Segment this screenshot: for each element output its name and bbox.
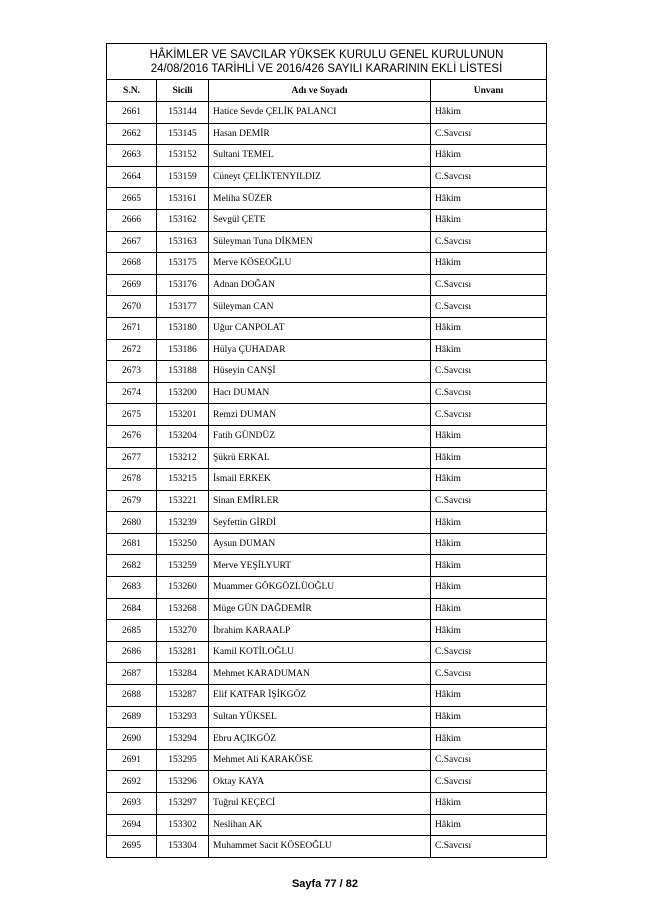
row-name: Merve KÖSEOĞLU bbox=[209, 253, 431, 275]
column-header-sicil: Sicili bbox=[157, 80, 209, 102]
row-sicil: 153239 bbox=[157, 512, 209, 534]
title-line-1: HÂKİMLER VE SAVCILAR YÜKSEK KURULU GENEL KURULUNUN bbox=[149, 48, 504, 61]
row-unvan: C.Savcısı bbox=[431, 123, 547, 145]
table-row bbox=[107, 620, 547, 642]
row-name: Sinan EMİRLER bbox=[209, 490, 431, 512]
row-name: Şükrü ERKAL bbox=[209, 447, 431, 469]
row-sicil: 153175 bbox=[157, 253, 209, 275]
table-row bbox=[107, 663, 547, 685]
row-sn: 2691 bbox=[107, 749, 157, 771]
row-unvan: C.Savcısı bbox=[431, 771, 547, 793]
table-row bbox=[107, 188, 547, 210]
row-sn: 2693 bbox=[107, 793, 157, 815]
row-unvan: Hâkim bbox=[431, 814, 547, 836]
row-sn: 2663 bbox=[107, 145, 157, 167]
row-name: Cüneyt ÇELİKTENYILDIZ bbox=[209, 166, 431, 188]
title-line-2: 24/08/2016 TARİHLİ VE 2016/426 SAYILI KARARININ EKLİ LİSTESİ bbox=[150, 62, 503, 75]
table-row bbox=[107, 836, 547, 858]
row-name: Seyfettin GİRDİ bbox=[209, 512, 431, 534]
row-sicil: 153293 bbox=[157, 706, 209, 728]
row-sn: 2680 bbox=[107, 512, 157, 534]
row-name: Hacı DUMAN bbox=[209, 382, 431, 404]
row-sn: 2678 bbox=[107, 469, 157, 491]
row-unvan: Hâkim bbox=[431, 706, 547, 728]
table-row bbox=[107, 793, 547, 815]
row-sn: 2670 bbox=[107, 296, 157, 318]
row-name: Ebru AÇIKGÖZ bbox=[209, 728, 431, 750]
row-name: Adnan DOĞAN bbox=[209, 274, 431, 296]
row-sn: 2690 bbox=[107, 728, 157, 750]
row-name: Mehmet KARADUMAN bbox=[209, 663, 431, 685]
row-unvan: C.Savcısı bbox=[431, 361, 547, 383]
row-sn: 2684 bbox=[107, 598, 157, 620]
row-sn: 2669 bbox=[107, 274, 157, 296]
row-sicil: 153268 bbox=[157, 598, 209, 620]
column-header-row bbox=[107, 80, 547, 102]
row-sn: 2686 bbox=[107, 641, 157, 663]
row-name: Hülya ÇUHADAR bbox=[209, 339, 431, 361]
row-unvan: Hâkim bbox=[431, 188, 547, 210]
row-sicil: 153287 bbox=[157, 685, 209, 707]
table-row bbox=[107, 641, 547, 663]
row-sn: 2673 bbox=[107, 361, 157, 383]
row-sicil: 153161 bbox=[157, 188, 209, 210]
table-row bbox=[107, 361, 547, 383]
row-sn: 2679 bbox=[107, 490, 157, 512]
table-row bbox=[107, 425, 547, 447]
row-unvan: C.Savcısı bbox=[431, 641, 547, 663]
table-row bbox=[107, 685, 547, 707]
row-sn: 2676 bbox=[107, 425, 157, 447]
row-name: Müge GÜN DAĞDEMİR bbox=[209, 598, 431, 620]
row-sn: 2687 bbox=[107, 663, 157, 685]
table-row bbox=[107, 749, 547, 771]
row-name: Aysun DUMAN bbox=[209, 533, 431, 555]
table-row bbox=[107, 404, 547, 426]
row-sicil: 153180 bbox=[157, 317, 209, 339]
row-name: Remzi DUMAN bbox=[209, 404, 431, 426]
row-unvan: C.Savcısı bbox=[431, 382, 547, 404]
row-sn: 2695 bbox=[107, 836, 157, 858]
row-name: Sultan YÜKSEL bbox=[209, 706, 431, 728]
table-body bbox=[107, 102, 547, 858]
row-name: Hüseyin CANŞİ bbox=[209, 361, 431, 383]
row-sn: 2688 bbox=[107, 685, 157, 707]
row-sicil: 153297 bbox=[157, 793, 209, 815]
row-sn: 2672 bbox=[107, 339, 157, 361]
table-row bbox=[107, 814, 547, 836]
row-sicil: 153204 bbox=[157, 425, 209, 447]
row-sicil: 153284 bbox=[157, 663, 209, 685]
table-row bbox=[107, 296, 547, 318]
row-unvan: C.Savcısı bbox=[431, 836, 547, 858]
row-sicil: 153188 bbox=[157, 361, 209, 383]
table-row bbox=[107, 145, 547, 167]
row-unvan: C.Savcısı bbox=[431, 404, 547, 426]
table-row bbox=[107, 533, 547, 555]
row-name: Neslihan AK bbox=[209, 814, 431, 836]
row-unvan: C.Savcısı bbox=[431, 166, 547, 188]
row-sn: 2683 bbox=[107, 577, 157, 599]
row-unvan: Hâkim bbox=[431, 317, 547, 339]
row-sicil: 153281 bbox=[157, 641, 209, 663]
row-name: Süleyman Tuna DİKMEN bbox=[209, 231, 431, 253]
row-sicil: 153159 bbox=[157, 166, 209, 188]
row-name: Muhammet Sacit KÖSEOĞLU bbox=[209, 836, 431, 858]
table-row bbox=[107, 382, 547, 404]
row-name: Hasan DEMİR bbox=[209, 123, 431, 145]
row-name: İbrahim KARAALP bbox=[209, 620, 431, 642]
row-unvan: Hâkim bbox=[431, 339, 547, 361]
row-unvan: Hâkim bbox=[431, 145, 547, 167]
row-unvan: Hâkim bbox=[431, 620, 547, 642]
row-sn: 2677 bbox=[107, 447, 157, 469]
row-unvan: Hâkim bbox=[431, 555, 547, 577]
row-sn: 2666 bbox=[107, 209, 157, 231]
row-unvan: Hâkim bbox=[431, 102, 547, 124]
table-row bbox=[107, 598, 547, 620]
row-sicil: 153221 bbox=[157, 490, 209, 512]
row-sicil: 153250 bbox=[157, 533, 209, 555]
row-sicil: 153201 bbox=[157, 404, 209, 426]
row-sicil: 153304 bbox=[157, 836, 209, 858]
row-name: Elif KATFAR İŞİKGÖZ bbox=[209, 685, 431, 707]
row-sicil: 153270 bbox=[157, 620, 209, 642]
row-sn: 2665 bbox=[107, 188, 157, 210]
table-row bbox=[107, 577, 547, 599]
row-sn: 2675 bbox=[107, 404, 157, 426]
row-unvan: Hâkim bbox=[431, 425, 547, 447]
row-sicil: 153296 bbox=[157, 771, 209, 793]
table-row bbox=[107, 469, 547, 491]
table-row bbox=[107, 512, 547, 534]
row-name: Kamil KOTİLOĞLU bbox=[209, 641, 431, 663]
row-sicil: 153145 bbox=[157, 123, 209, 145]
row-sicil: 153294 bbox=[157, 728, 209, 750]
table-row bbox=[107, 706, 547, 728]
table-row bbox=[107, 317, 547, 339]
row-sicil: 153162 bbox=[157, 209, 209, 231]
row-sicil: 153186 bbox=[157, 339, 209, 361]
row-sicil: 153215 bbox=[157, 469, 209, 491]
row-sn: 2667 bbox=[107, 231, 157, 253]
row-unvan: Hâkim bbox=[431, 598, 547, 620]
row-sicil: 153176 bbox=[157, 274, 209, 296]
row-name: Süleyman CAN bbox=[209, 296, 431, 318]
page-number: Sayfa 77 / 82 bbox=[291, 878, 359, 890]
table-row bbox=[107, 274, 547, 296]
row-unvan: Hâkim bbox=[431, 512, 547, 534]
row-sn: 2685 bbox=[107, 620, 157, 642]
row-unvan: Hâkim bbox=[431, 793, 547, 815]
row-name: Sevgül ÇETE bbox=[209, 209, 431, 231]
table-row bbox=[107, 339, 547, 361]
row-unvan: Hâkim bbox=[431, 447, 547, 469]
table-row bbox=[107, 771, 547, 793]
row-sicil: 153295 bbox=[157, 749, 209, 771]
row-unvan: Hâkim bbox=[431, 209, 547, 231]
table-row bbox=[107, 253, 547, 275]
row-sn: 2661 bbox=[107, 102, 157, 124]
row-name: Tuğrul KEÇECİ bbox=[209, 793, 431, 815]
row-unvan: C.Savcısı bbox=[431, 663, 547, 685]
row-unvan: Hâkim bbox=[431, 253, 547, 275]
row-sicil: 153177 bbox=[157, 296, 209, 318]
row-sicil: 153200 bbox=[157, 382, 209, 404]
row-sn: 2692 bbox=[107, 771, 157, 793]
row-sicil: 153302 bbox=[157, 814, 209, 836]
row-unvan: Hâkim bbox=[431, 577, 547, 599]
row-sicil: 153152 bbox=[157, 145, 209, 167]
row-unvan: Hâkim bbox=[431, 469, 547, 491]
row-name: Uğur CANPOLAT bbox=[209, 317, 431, 339]
row-sn: 2681 bbox=[107, 533, 157, 555]
row-name: Fatih GÜNDÜZ bbox=[209, 425, 431, 447]
row-sn: 2664 bbox=[107, 166, 157, 188]
row-sn: 2682 bbox=[107, 555, 157, 577]
row-sn: 2674 bbox=[107, 382, 157, 404]
table-row bbox=[107, 447, 547, 469]
column-header-unvan: Unvanı bbox=[431, 80, 547, 102]
row-name: Muammer GÖKGÖZLÜOĞLU bbox=[209, 577, 431, 599]
row-name: Oktay KAYA bbox=[209, 771, 431, 793]
table-row bbox=[107, 166, 547, 188]
row-unvan: Hâkim bbox=[431, 533, 547, 555]
row-unvan: Hâkim bbox=[431, 685, 547, 707]
row-unvan: C.Savcısı bbox=[431, 749, 547, 771]
row-name: Merve YEŞİLYURT bbox=[209, 555, 431, 577]
row-sn: 2671 bbox=[107, 317, 157, 339]
row-unvan: C.Savcısı bbox=[431, 231, 547, 253]
column-header-name: Adı ve Soyadı bbox=[209, 80, 431, 102]
table-row bbox=[107, 728, 547, 750]
row-name: Sultani TEMEL bbox=[209, 145, 431, 167]
row-sn: 2694 bbox=[107, 814, 157, 836]
row-unvan: C.Savcısı bbox=[431, 296, 547, 318]
row-sicil: 153260 bbox=[157, 577, 209, 599]
row-sn: 2689 bbox=[107, 706, 157, 728]
row-name: Mehmet Ali KARAKÖSE bbox=[209, 749, 431, 771]
table-row bbox=[107, 123, 547, 145]
row-unvan: C.Savcısı bbox=[431, 490, 547, 512]
table-row bbox=[107, 231, 547, 253]
row-unvan: C.Savcısı bbox=[431, 274, 547, 296]
table-row bbox=[107, 209, 547, 231]
row-sicil: 153144 bbox=[157, 102, 209, 124]
row-sn: 2662 bbox=[107, 123, 157, 145]
row-sicil: 153163 bbox=[157, 231, 209, 253]
row-name: Meliha SÜZER bbox=[209, 188, 431, 210]
row-name: İsmail ERKEK bbox=[209, 469, 431, 491]
row-sicil: 153259 bbox=[157, 555, 209, 577]
table-row bbox=[107, 490, 547, 512]
table-row bbox=[107, 102, 547, 124]
table-title bbox=[107, 44, 547, 80]
row-sn: 2668 bbox=[107, 253, 157, 275]
row-sicil: 153212 bbox=[157, 447, 209, 469]
column-header-sn: S.N. bbox=[107, 80, 157, 102]
row-name: Hatice Sevde ÇELİK PALANCI bbox=[209, 102, 431, 124]
personnel-table bbox=[106, 43, 547, 858]
row-unvan: Hâkim bbox=[431, 728, 547, 750]
table-row bbox=[107, 555, 547, 577]
